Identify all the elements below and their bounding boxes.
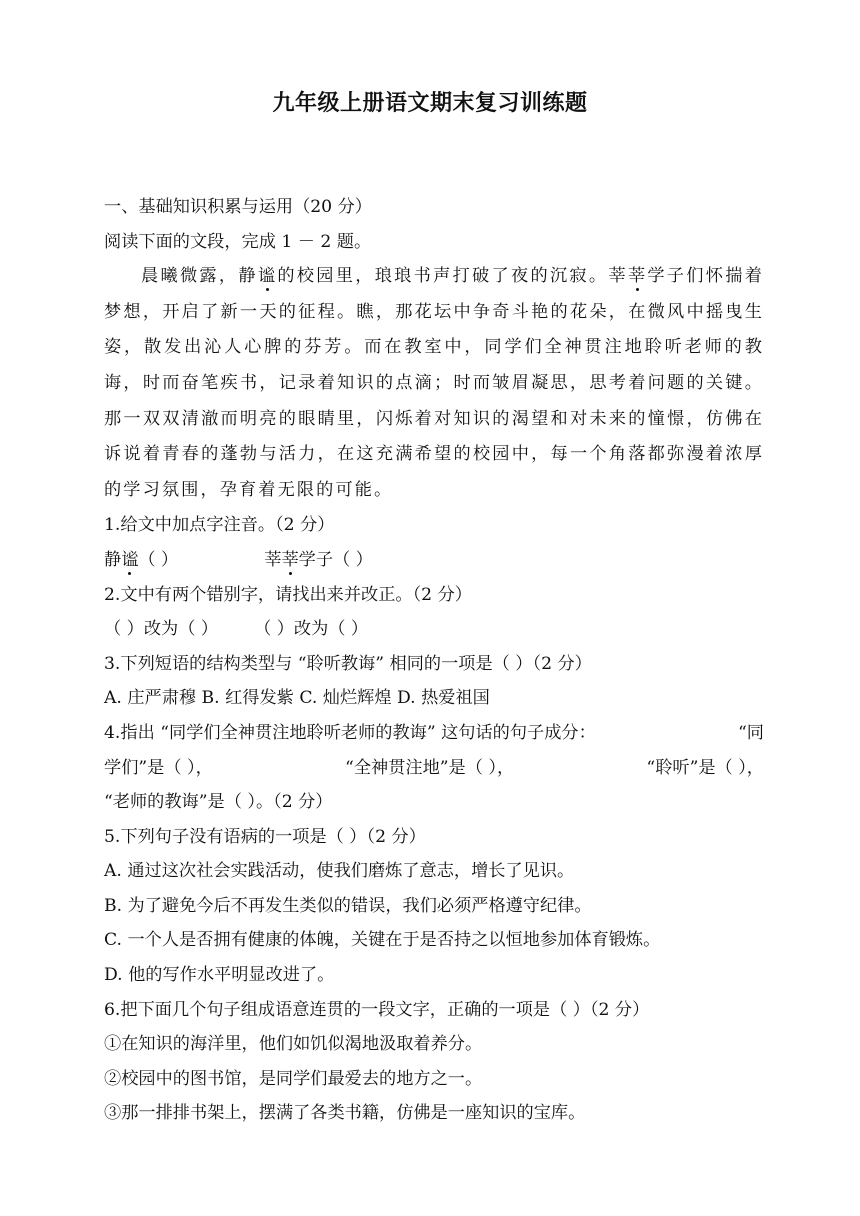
question-3-stem: 3.下列短语的结构类型与 “聆听教诲” 相同的一项是（ ）（2 分） [104,653,592,674]
question-1-stem: 1.给文中加点字注音。（2 分） [104,515,335,536]
section-heading: 一、基础知识积累与运用（20 分） [104,197,372,217]
q1-answer-a-blank[interactable]: （ ） [138,549,179,570]
question-1-answers [104,543,764,578]
q5-option-c: C. 一个人是否拥有健康的体魄，关键在于是否持之以恒地参加体育锻炼。 [104,930,661,951]
q1-answer-b-blank[interactable]: 学子（ ） [298,549,373,570]
q2-blank-b[interactable]: （ ）改为（ ） [254,619,369,640]
q1-answer-a-dotted-char: 谧 [121,549,139,570]
q4-blank-predicate[interactable]: “聆听”是（ ）， [646,757,764,778]
q4-stem-part-1: 4.指出 “同学们全神贯注地聆听老师的教诲” 这句话的句子成分： [104,722,596,743]
question-3-options: A. 庄严肃穆 B. 红得发紫 C. 灿烂辉煌 D. 热爱祖国 [104,688,490,709]
question-4-line-1 [104,716,764,751]
question-2-stem: 2.文中有两个错别字，请找出来并改正。（2 分） [104,584,472,605]
question-5-stem: 5.下列句子没有语病的一项是（ ）（2 分） [104,826,426,847]
q6-sentence-2: ②校园中的图书馆，是同学们最爱去的地方之一。 [104,1068,483,1089]
q1-answer-a-char: 静 [104,549,122,570]
passage-text-2: 的校园里，琅琅书声打破了夜的沉寂。莘 [277,266,628,287]
question-4-line-2 [104,751,764,786]
q5-option-d: D. 他的写作水平明显改进了。 [104,965,335,986]
question-6-stem: 6.把下面几个句子组成语意连贯的一段文字，正确的一项是（ ）（2 分） [104,999,650,1020]
q6-sentence-3: ③那一排排书架上，摆满了各类书籍，仿佛是一座知识的宝库。 [104,1103,586,1124]
passage-dotted-char-2: 莘 [627,266,648,287]
q1-answer-b-char: 莘 [264,549,282,570]
q5-option-b: B. 为了避免今后不再发生类似的错误，我们必须严格遵守纪律。 [104,895,592,916]
q4-stem-part-2: “同 [738,722,764,743]
reading-passage [104,259,764,508]
passage-dotted-char-1: 谧 [257,266,278,287]
passage-text-3: 学子们怀揣着梦想，开启了新一天的征程。瞧，那花坛中争奇斗艳的花朵，在微风中摇曳生姿，散发出沁人心脾的芬芳。而在教室中，同学们全神贯注地聆听老师的教诲，时而奋笔疾书，记录着知识的点滴；时而皱眉凝思，思考着问题的关键。那一双双清澈而明亮的眼睛里，闪烁着对知识的渴望和对未来的憧憬，仿佛在诉说着青春的蓬勃与活力，在这充满希望的校园中，每一个角落都弥漫着浓厚的学习氛围，孕育着无限的可能。 [104,266,764,500]
passage-text-1: 晨曦微露，静 [141,266,258,287]
page-title: 九年级上册语文期末复习训练题 [272,91,588,116]
q4-blank-object[interactable]: “老师的教诲”是（ ）。（2 分） [104,792,333,813]
q5-option-a: A. 通过这次社会实践活动，使我们磨炼了意志，增长了见识。 [104,861,575,882]
q4-blank-adverbial[interactable]: “全神贯注地”是（ ）， [345,757,515,778]
q6-sentence-1: ①在知识的海洋里，他们如饥似渴地汲取着养分。 [104,1034,483,1055]
section-intro: 阅读下面的文段，完成 1 － 2 题。 [104,231,372,252]
document-body [104,190,764,1131]
question-2-answers [104,612,764,647]
q2-blank-a[interactable]: （ ）改为（ ） [104,619,219,640]
q1-answer-b-dotted-char: 莘 [281,549,299,570]
q4-blank-subject[interactable]: 学们”是（ ）， [104,757,213,778]
